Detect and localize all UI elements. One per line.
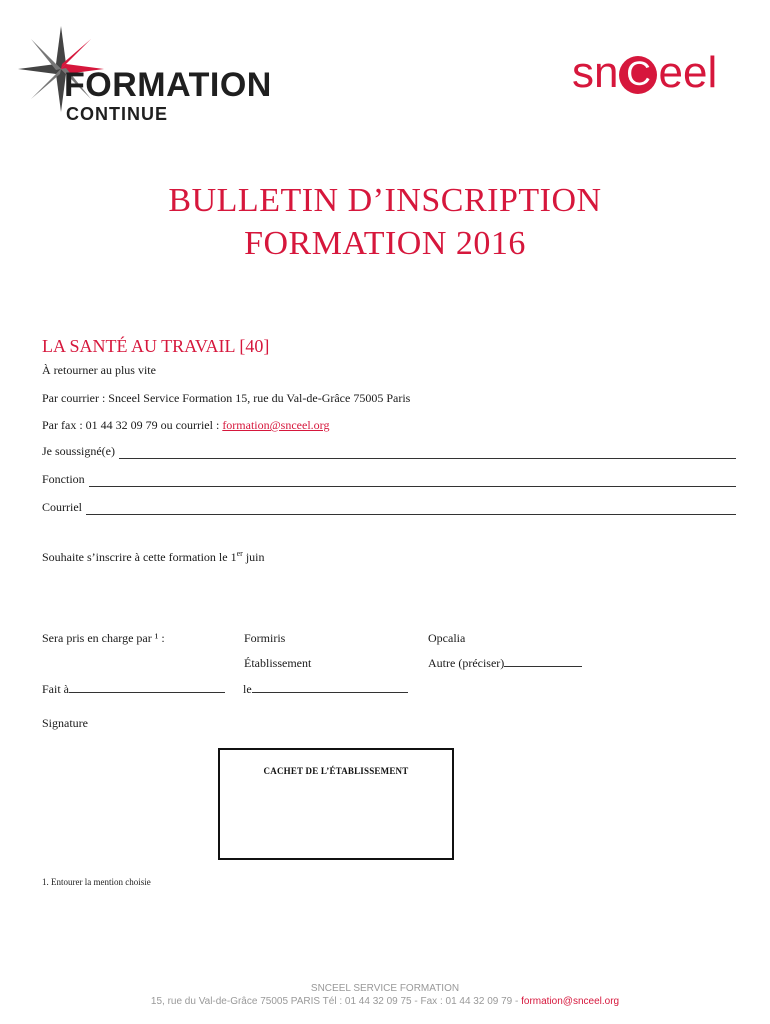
option-opcalia[interactable]: Opcalia: [428, 631, 466, 645]
stamp-box[interactable]: [218, 748, 454, 860]
footnote: 1. Entourer la mention choisie: [42, 877, 151, 887]
fait-a-field[interactable]: [69, 682, 225, 693]
snceel-logo: [572, 48, 732, 108]
logo-formation-text: FORMATION: [64, 66, 272, 104]
souhaite-line: [42, 549, 265, 565]
le-row: [243, 682, 408, 697]
logo-c-circle: [619, 56, 657, 94]
soussigne-field[interactable]: [119, 448, 736, 459]
footer-address: [0, 996, 770, 1007]
mail-address-line: Par courrier : Snceel Service Formation 15, rue du Val-de-Grâce 75005 Paris: [42, 391, 411, 405]
fonction-row: [42, 472, 736, 487]
email-link[interactable]: formation@snceel.org: [222, 418, 330, 432]
courriel-field[interactable]: [86, 504, 736, 515]
soussigne-row: [42, 444, 736, 459]
signature-label: Signature: [42, 716, 88, 730]
logo-continue-text: CONTINUE: [66, 104, 168, 124]
option-autre-label[interactable]: Autre (préciser): [428, 656, 505, 670]
fait-a-label: Fait à: [42, 682, 69, 696]
logo-e-text: e: [658, 48, 683, 97]
formation-continue-logo: [16, 24, 286, 124]
document-title-line1: BULLETIN D’INSCRIPTION: [168, 182, 602, 219]
fax-text: Par fax : 01 44 32 09 79 ou courriel :: [42, 418, 223, 432]
courriel-row: [42, 500, 736, 515]
section-title: LA SANTÉ AU TRAVAIL [40]: [42, 336, 270, 356]
document-title-line2: FORMATION 2016: [244, 225, 526, 262]
fonction-label: Fonction: [42, 472, 85, 486]
le-field[interactable]: [252, 682, 408, 693]
prise-en-charge-label: Sera pris en charge par ¹ :: [42, 631, 165, 645]
logo-sn-text: sn: [572, 48, 619, 97]
logo-circle-letter: C: [626, 55, 651, 93]
souhaite-after: juin: [242, 550, 265, 564]
souhaite-text: Souhaite s’inscrire à cette formation le 1: [42, 550, 237, 564]
option-formiris[interactable]: Formiris: [244, 631, 286, 645]
autre-field[interactable]: [504, 656, 582, 667]
fonction-field[interactable]: [89, 476, 736, 487]
fax-line: [42, 418, 329, 433]
logo-el-text: el: [682, 48, 718, 97]
soussigne-label: Je soussigné(e): [42, 444, 115, 458]
footer-address-text: 15, rue du Val-de-Grâce 75005 PARIS Tél : 01 44 32 09 75 - Fax : 01 44 32 09 79 -: [150, 996, 522, 1007]
return-instruction: À retourner au plus vite: [42, 363, 156, 377]
fait-a-row: [42, 682, 225, 697]
le-label: le: [243, 682, 252, 696]
footer-email-link[interactable]: formation@snceel.org: [521, 996, 620, 1007]
footer-title: SNCEEL SERVICE FORMATION: [310, 983, 460, 994]
courriel-label: Courriel: [42, 500, 82, 514]
option-autre: [428, 656, 582, 671]
souhaite-sup: er: [236, 549, 243, 558]
option-etablissement[interactable]: Établissement: [244, 656, 312, 670]
stamp-label: CACHET DE L’ÉTABLISSEMENT: [263, 766, 409, 776]
